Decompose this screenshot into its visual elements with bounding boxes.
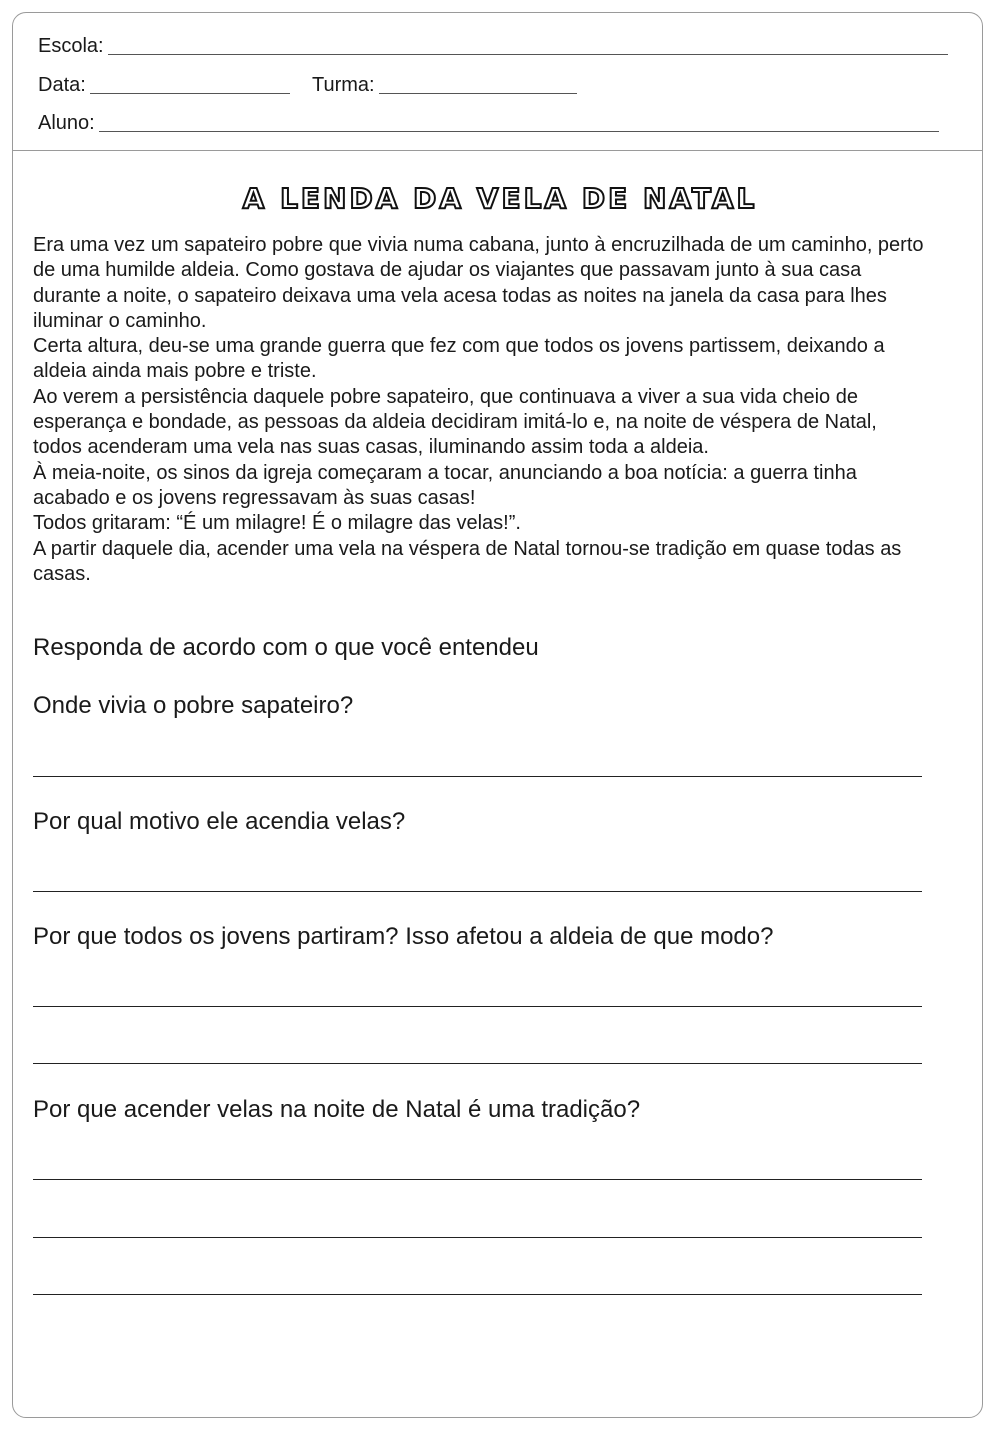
date-fill-line[interactable] xyxy=(90,92,290,94)
answer-line-3a[interactable] xyxy=(33,1006,922,1007)
story-paragraph: Todos gritaram: “É um milagre! É o milagre das velas!”. xyxy=(33,512,521,535)
answer-line-4b[interactable] xyxy=(33,1237,922,1238)
story-paragraph: Certa altura, deu-se uma grande guerra que fez com que todos os jovens partissem, deixando a aldeia ainda mais pobre e triste. xyxy=(33,335,885,383)
header-divider xyxy=(12,150,983,151)
story-paragraph: A partir daquele dia, acender uma vela na véspera de Natal tornou-se tradição em quase todas as casas. xyxy=(33,537,902,585)
school-field xyxy=(38,35,948,58)
question-2: Por qual motivo ele acendia velas? xyxy=(33,808,406,835)
story-text xyxy=(33,233,928,587)
story-paragraph: À meia-noite, os sinos da igreja começaram a tocar, anunciando a boa notícia: a guerra tinha acabado e os jovens regressavam às suas casas! xyxy=(33,461,857,509)
school-label: Escola: xyxy=(38,35,104,57)
student-fill-line[interactable] xyxy=(99,130,939,132)
answer-line-2[interactable] xyxy=(33,891,922,892)
instruction-text: Responda de acordo com o que você entendeu xyxy=(33,634,539,661)
date-label: Data: xyxy=(38,74,86,96)
date-field xyxy=(38,74,290,97)
class-label: Turma: xyxy=(312,74,375,96)
school-fill-line[interactable] xyxy=(108,53,948,55)
answer-line-4c[interactable] xyxy=(33,1294,922,1295)
student-field xyxy=(38,112,939,135)
answer-line-3b[interactable] xyxy=(33,1063,922,1064)
student-label: Aluno: xyxy=(38,112,95,134)
story-paragraph: Ao verem a persistência daquele pobre sapateiro, que continuava a viver a sua vida cheio de esperança e bondade, as pessoas da aldeia decidiram imitá-lo e, na noite de véspera de Natal, todos acenderam uma vela nas suas casas, iluminando assim toda a aldeia. xyxy=(33,385,877,459)
answer-line-4a[interactable] xyxy=(33,1179,922,1180)
class-field xyxy=(312,74,577,97)
story-paragraph: Era uma vez um sapateiro pobre que vivia numa cabana, junto à encruzilhada de um caminho, perto de uma humilde aldeia. Como gostava de ajudar os viajantes que passavam junto à sua casa durante a noite, o sapateiro deixava uma vela acesa todas as noites na janela da casa para lhes iluminar o caminho. xyxy=(33,234,924,332)
question-1: Onde vivia o pobre sapateiro? xyxy=(33,692,354,719)
question-3: Por que todos os jovens partiram? Isso afetou a aldeia de que modo? xyxy=(33,923,774,950)
story-title: A LENDA DA VELA DE NATAL xyxy=(242,182,758,215)
answer-line-1[interactable] xyxy=(33,776,922,777)
class-fill-line[interactable] xyxy=(379,92,577,94)
question-4: Por que acender velas na noite de Natal é uma tradição? xyxy=(33,1096,641,1123)
